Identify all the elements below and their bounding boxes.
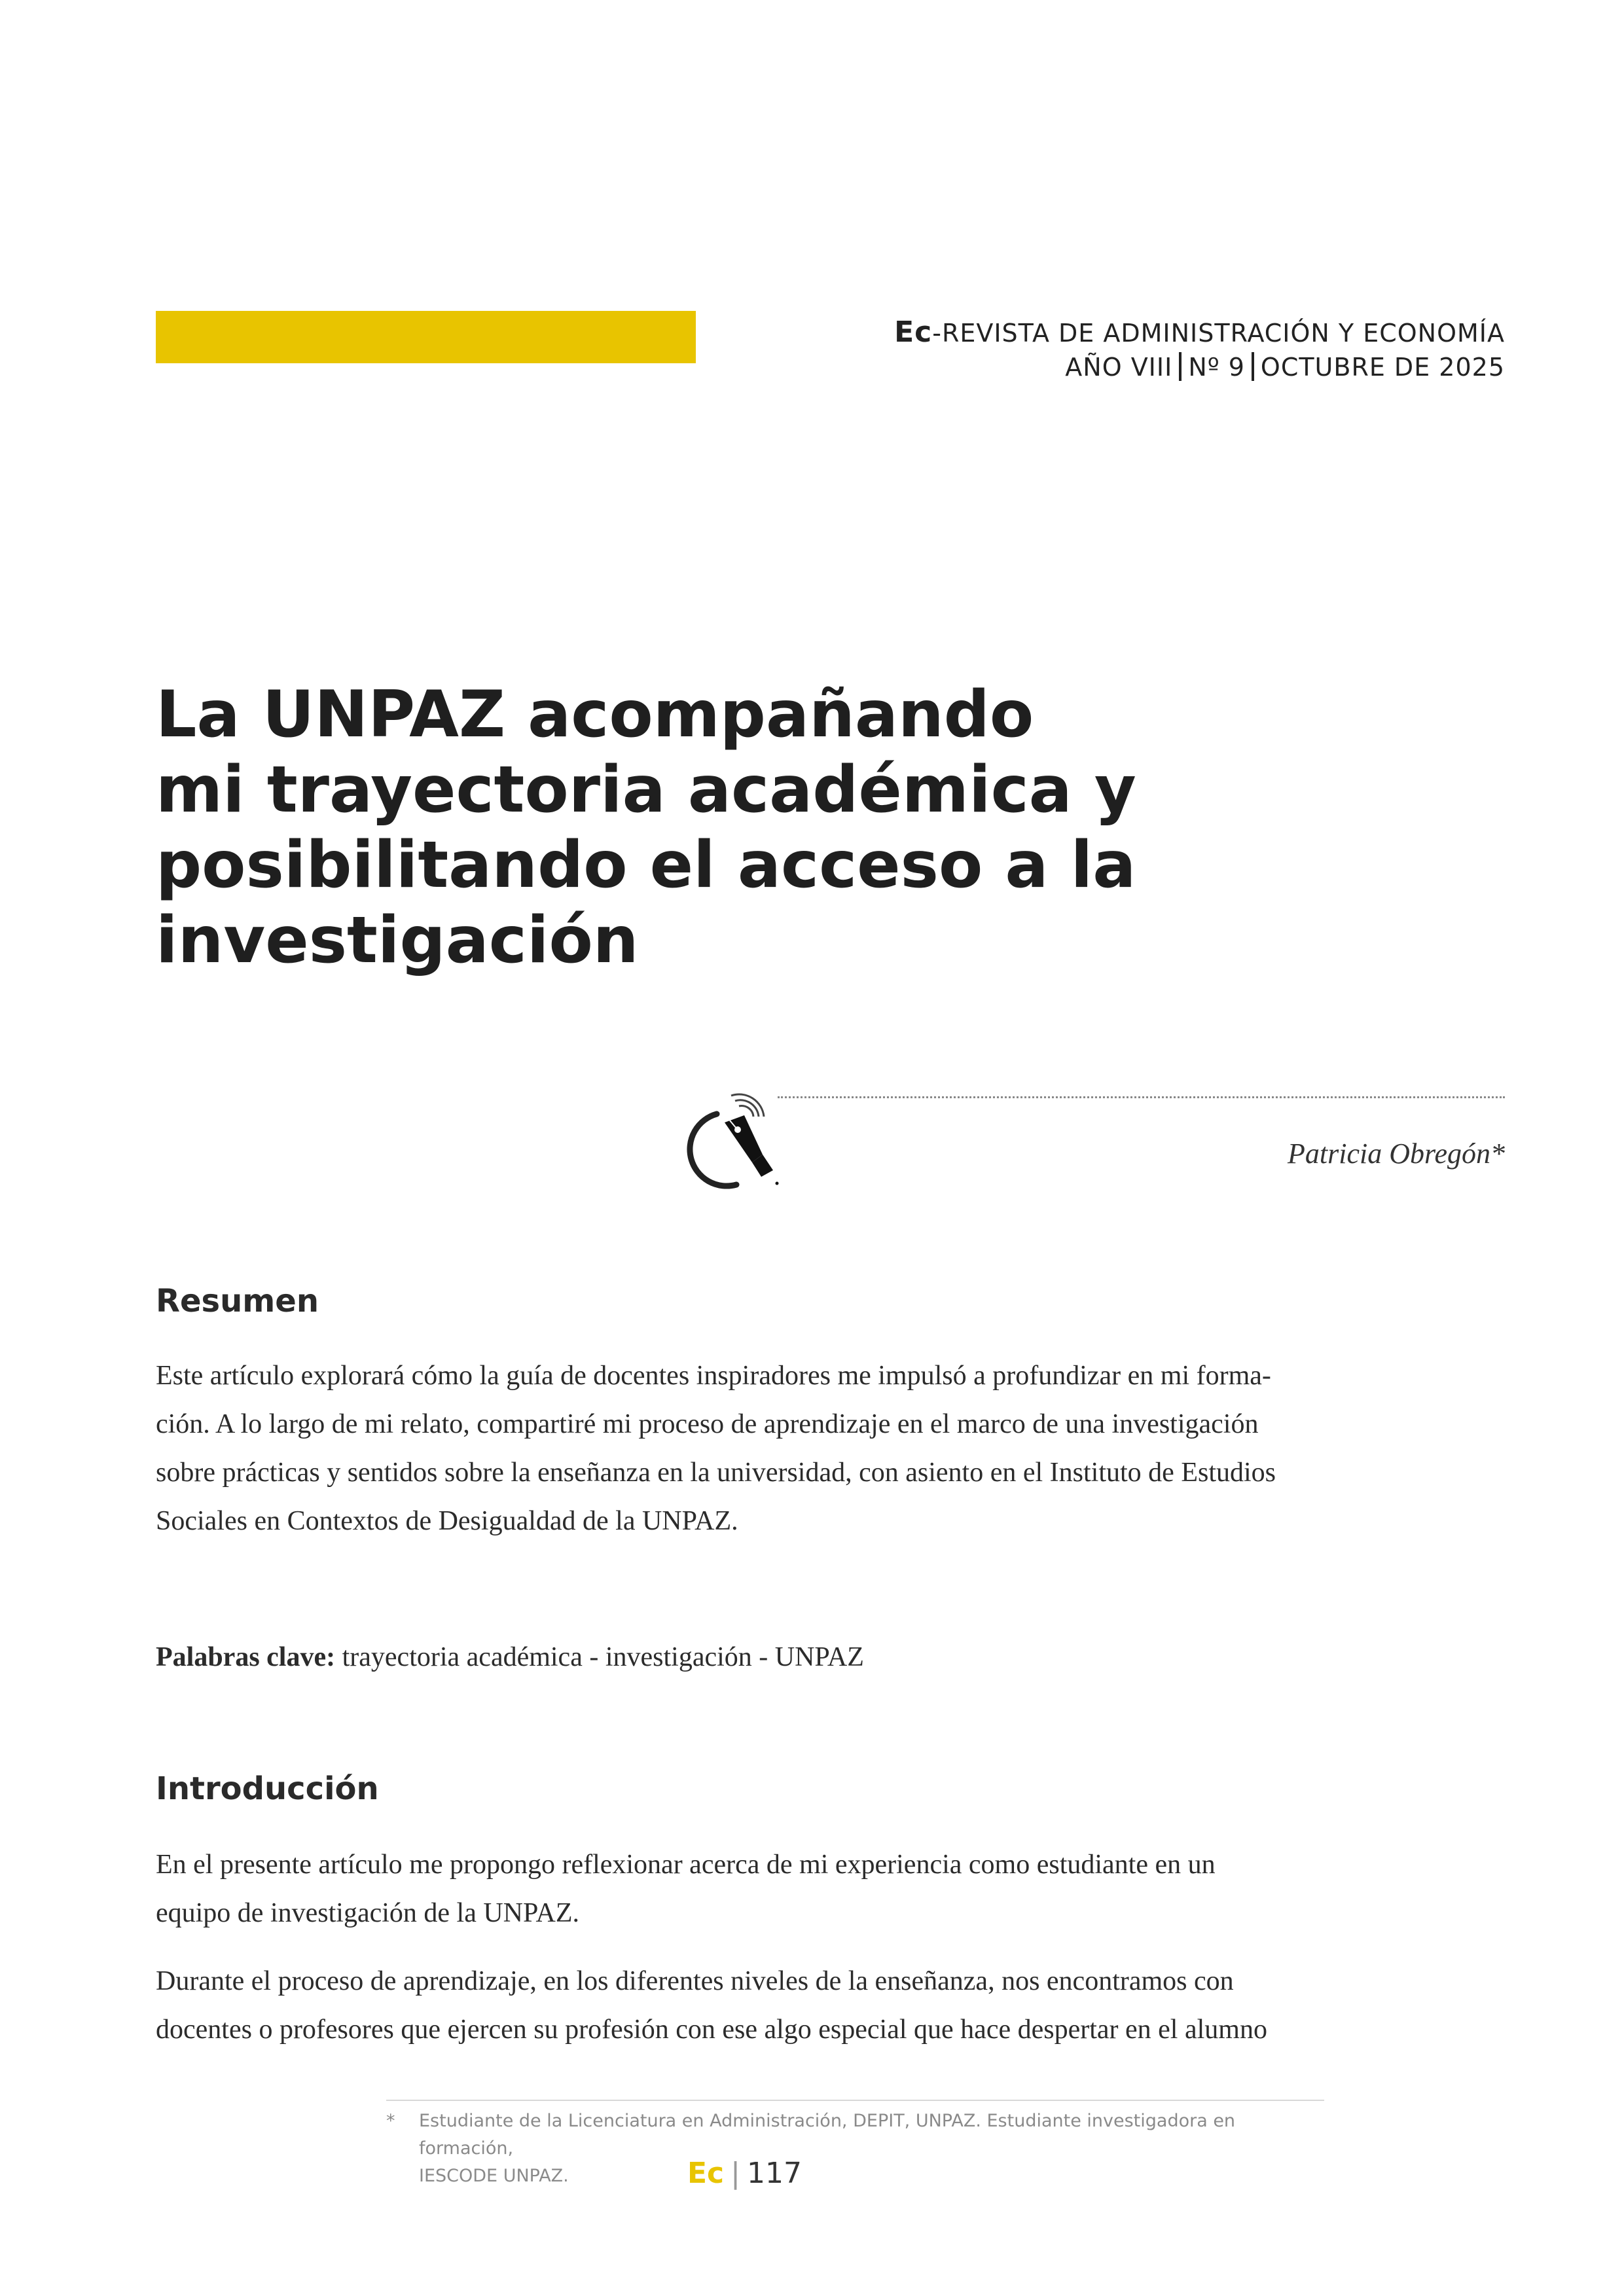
- journal-header: [894, 315, 1505, 384]
- journal-prefix: Ec: [894, 315, 933, 349]
- header-accent-bar: [156, 311, 696, 363]
- keywords-value: trayectoria académica - investigación - UNPAZ: [335, 1642, 864, 1672]
- text-line: En el presente artículo me propongo reflexionar acerca de mi experiencia como estudiante en un: [156, 1850, 1216, 1880]
- title-line: posibilitando el acceso a la: [156, 828, 1136, 903]
- introduction-paragraph: [156, 1957, 1324, 2054]
- title-line: La UNPAZ acompañando: [156, 677, 1034, 752]
- journal-issue: Nº 9: [1188, 353, 1245, 382]
- footnote-text: [419, 2108, 1324, 2190]
- journal-date: OCTUBRE DE 2025: [1260, 353, 1505, 382]
- title-line: investigación: [156, 903, 639, 978]
- journal-name: -REVISTA DE ADMINISTRACIÓN Y ECONOMÍA: [932, 319, 1505, 348]
- page-footer: [687, 2157, 802, 2190]
- journal-year: AÑO VIII: [1065, 353, 1173, 382]
- text-line: Este artículo explorará cómo la guía de docentes inspiradores me impulsó a profundizar en mi forma-: [156, 1361, 1271, 1391]
- abstract-paragraph: [156, 1352, 1324, 1545]
- journal-issue-line: [894, 350, 1505, 384]
- abstract-heading: Resumen: [156, 1283, 319, 1319]
- footnote-mark: *: [386, 2111, 395, 2131]
- text-line: sobre prácticas y sentidos sobre la enseñanza en la universidad, con asiento en el Instituto de Estudios: [156, 1458, 1276, 1488]
- journal-title-line: [894, 315, 1505, 350]
- footnote: [386, 2108, 1324, 2190]
- footnote-line: Estudiante de la Licenciatura en Administración, DEPIT, UNPAZ. Estudiante investigadora en formación,: [419, 2111, 1236, 2159]
- text-line: Sociales en Contextos de Desigualdad de la UNPAZ.: [156, 1506, 738, 1536]
- keywords-label: Palabras clave:: [156, 1642, 336, 1672]
- title-line: mi trayectoria académica y: [156, 753, 1136, 827]
- introduction-heading: Introducción: [156, 1770, 379, 1807]
- footnote-line: IESCODE UNPAZ.: [419, 2166, 569, 2186]
- introduction-paragraph: [156, 1840, 1324, 1937]
- author-name: Patricia Obregón*: [1288, 1138, 1505, 1170]
- text-line: Durante el proceso de aprendizaje, en los diferentes niveles de la enseñanza, nos encontramos con: [156, 1966, 1234, 1996]
- author-divider: [778, 1096, 1505, 1098]
- article-title: [156, 677, 1203, 978]
- date-separator: [1252, 352, 1254, 381]
- text-line: equipo de investigación de la UNPAZ.: [156, 1898, 580, 1928]
- footer-journal-abbr: Ec: [687, 2157, 725, 2190]
- text-line: ción. A lo largo de mi relato, compartiré mi proceso de aprendizaje en el marco de una investigación: [156, 1409, 1259, 1439]
- issue-separator: [1179, 352, 1182, 381]
- footnote-divider: [386, 2100, 1324, 2101]
- footer-separator: |: [731, 2157, 740, 2190]
- text-line: docentes o profesores que ejercen su profesión con ese algo especial que hace despertar en el alumno: [156, 2015, 1267, 2045]
- keywords-line: [156, 1633, 1324, 1681]
- fountain-pen-nib-icon: [684, 1086, 782, 1198]
- page-number: 117: [746, 2157, 802, 2190]
